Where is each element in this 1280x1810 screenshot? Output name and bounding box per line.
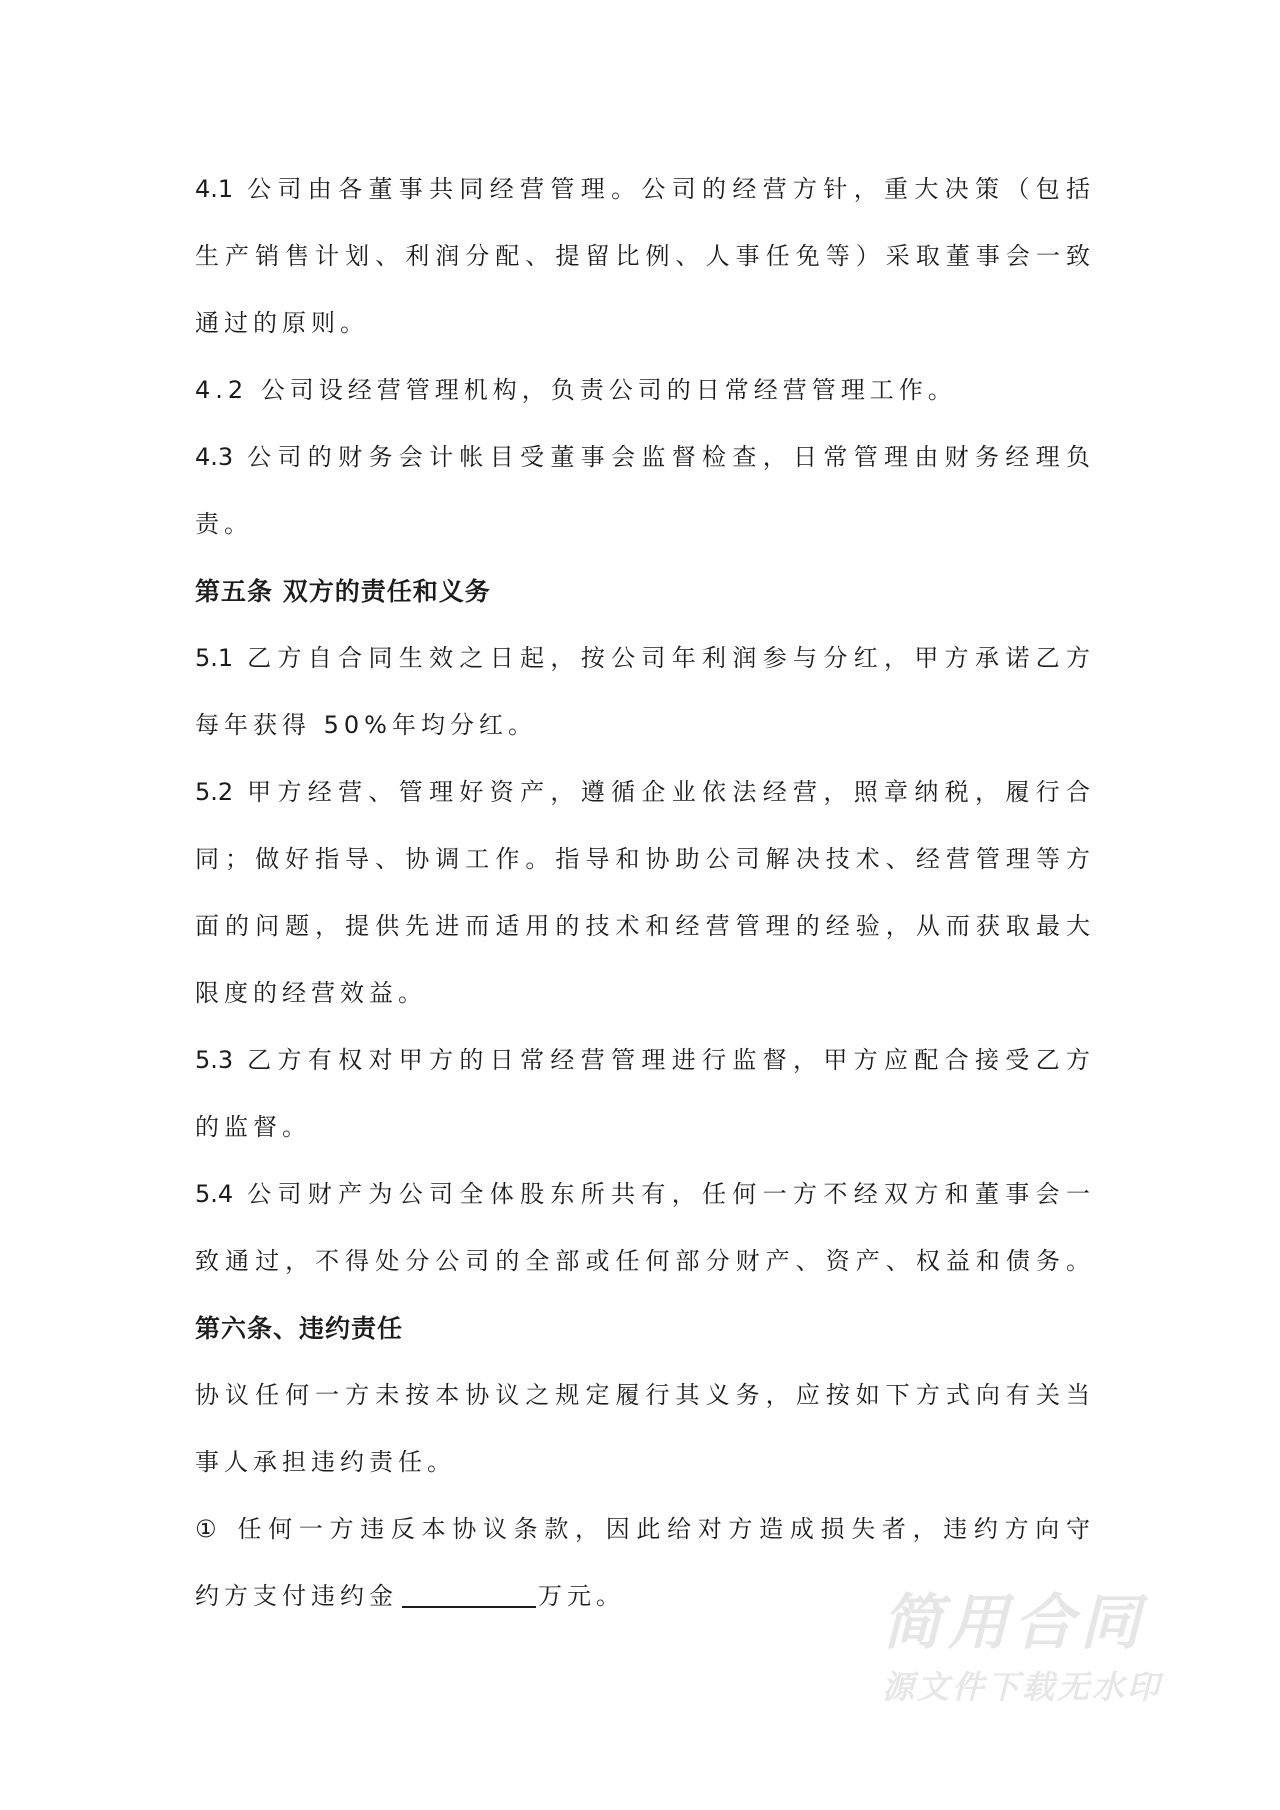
section-6-intro-line-1: 协议任何一方未按本协议之规定履行其义务，应按如下方式向有关当 bbox=[195, 1381, 1090, 1409]
document-body bbox=[195, 156, 1090, 1630]
clause-4-1-line-3: 通过的原则。 bbox=[195, 309, 369, 337]
clause-5-1-line-2: 每年获得 50%年均分红。 bbox=[195, 711, 537, 739]
section-6-heading: 第六条、违约责任 bbox=[195, 1314, 404, 1343]
watermark-subtitle: 源文件下载无水印 bbox=[882, 1668, 1163, 1706]
clause-5-3-line-2: 的监督。 bbox=[195, 1113, 311, 1141]
penalty-amount-blank[interactable] bbox=[402, 1582, 536, 1608]
clause-5-4-line-2: 致通过，不得处分公司的全部或任何部分财产、资产、权益和债务。 bbox=[195, 1247, 1090, 1275]
clause-4-2: 4.2 公司设经营管理机构，负责公司的日常经营管理工作。 bbox=[195, 376, 957, 404]
clause-6-item-1-line-2 bbox=[195, 1563, 1090, 1630]
clause-5-2-line-1: 5.2 甲方经营、管理好资产，遵循企业依法经营，照章纳税，履行合 bbox=[195, 778, 1090, 806]
clause-6-item-1-line-1: ① 任何一方违反本协议条款，因此给对方造成损失者，违约方向守 bbox=[195, 1515, 1090, 1543]
clause-5-3-line-1: 5.3 乙方有权对甲方的日常经营管理进行监督，甲方应配合接受乙方 bbox=[195, 1046, 1090, 1074]
clause-5-2-line-3: 面的问题，提供先进而适用的技术和经营管理的经验，从而获取最大 bbox=[195, 912, 1090, 940]
clause-5-2-line-2: 同；做好指导、协调工作。指导和协助公司解决技术、经营管理等方 bbox=[195, 845, 1090, 873]
penalty-text-before: 约方支付违约金 bbox=[195, 1582, 398, 1610]
clause-4-3-line-1: 4.3 公司的财务会计帐目受董事会监督检查，日常管理由财务经理负 bbox=[195, 443, 1090, 471]
clause-5-2-line-4: 限度的经营效益。 bbox=[195, 979, 427, 1007]
clause-4-1-line-2: 生产销售计划、利润分配、提留比例、人事任免等）采取董事会一致 bbox=[195, 242, 1090, 270]
section-5-heading: 第五条 双方的责任和义务 bbox=[195, 577, 491, 606]
section-6-intro-line-2: 事人承担违约责任。 bbox=[195, 1448, 456, 1476]
clause-4-1-line-1: 4.1 公司由各董事共同经营管理。公司的经营方针，重大决策（包括 bbox=[195, 175, 1090, 203]
penalty-text-after: 万元。 bbox=[538, 1582, 625, 1610]
clause-4-3-line-2: 责。 bbox=[195, 510, 253, 538]
clause-5-1-line-1: 5.1 乙方自合同生效之日起，按公司年利润参与分红，甲方承诺乙方 bbox=[195, 644, 1090, 672]
clause-5-4-line-1: 5.4 公司财产为公司全体股东所共有，任何一方不经双方和董事会一 bbox=[195, 1180, 1090, 1208]
watermark-title: 简用合同 bbox=[882, 1588, 1146, 1658]
